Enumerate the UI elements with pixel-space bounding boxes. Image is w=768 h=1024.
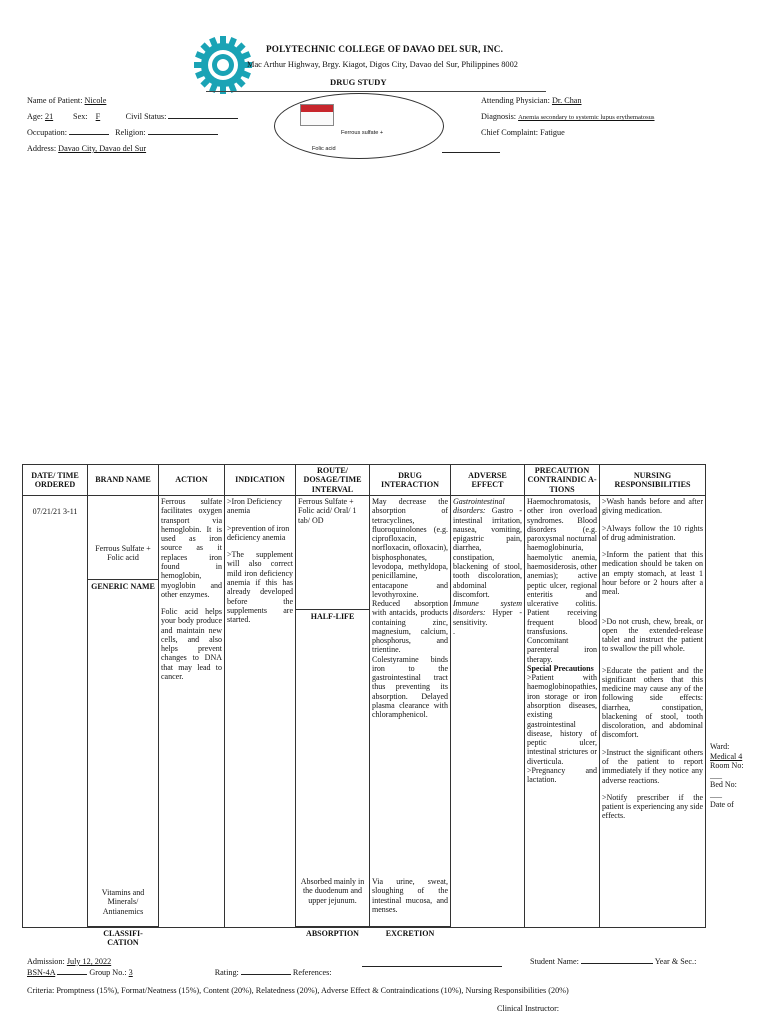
action-ferrous: Ferrous sulfate facilitates oxygen transport via hemoglobin. It is used as iron source as it replaces iron found in hemoglobin, myoglobin and other enzymes. <box>161 497 222 599</box>
student-row: Student Name: Year & Sec.: <box>530 957 697 966</box>
admission-row: Admission: July 12, 2022 <box>27 957 127 967</box>
absorption-value: Absorbed mainly in the duodenum and upper jejunum. <box>300 877 365 905</box>
nursing-item: >Educate the patient and the significant others that this medicine may cause any of the following side effects: diarrhea, constipation, blackening of stool, tooth discoloration, and abdominal discomfort. <box>602 665 703 740</box>
diagnosis-value: Anemia secondary to systemic lupus erythematosus <box>518 114 655 121</box>
precaution-special-1: >Patient with haemoglobinopathies, iron storage or iron absorption diseases, existing gastrointestinal disease, history of peptic ulcer, intestinal strictures or diverticula. <box>527 673 598 766</box>
table-body-row <box>23 496 706 928</box>
occupation-value <box>69 134 109 135</box>
nursing-item: >Notify prescriber if the patient is experiencing any side effects. <box>602 792 703 821</box>
precaution-special-2: >Pregnancy and lactation. <box>527 765 597 785</box>
indication-cell <box>225 496 296 928</box>
header-interaction: DRUG INTERACTION <box>370 465 451 496</box>
nursing-cell <box>600 496 706 928</box>
adverse-gi: Gastrointestinal disorders: Gastro -intestinal irritation, nausea, vomiting, epigastric pain, diarrhea, constipation, blackening of stool, tooth discoloration, abdominal discomfort. <box>453 497 522 599</box>
drug-package-image <box>300 104 334 126</box>
ward-info <box>710 742 750 809</box>
excretion-value: Via urine, sweat, sloughing of the intestinal mucosa, and menses. <box>372 877 448 914</box>
ward-row: Ward: Medical 4 <box>710 742 743 761</box>
excretion-label: EXCRETION <box>370 926 450 938</box>
college-name: POLYTECHNIC COLLEGE OF DAVAO DEL SUR, INC. <box>266 44 504 54</box>
action-folic: Folic acid helps your body produce and maintain new cells, and also helps prevent changes to DNA that may lead to cancer. <box>161 607 222 681</box>
precaution-contraindications: Haemochromatosis, other iron overload syndromes. Blood disorders (e.g. paroxysmal nocturnal haemoglobinuria, haemolytic anemia, haemosiderosis, other anemias); active peptic ulcer, regional enteritis and ulcerative colitis. Patient receiving frequent blood transfusions. Concomitant parenteral iron therapy. <box>527 497 597 664</box>
year-sec-value: BSN-4A <box>27 968 56 977</box>
date-of-row: Date of <box>710 799 734 809</box>
college-logo <box>194 36 252 94</box>
instructor-row: Clinical Instructor: <box>497 1004 560 1013</box>
nursing-item: >Instruct the significant others of the patient to report immediately if they notice any adverse reactions. <box>602 747 703 785</box>
bed-row: Bed No: ___ <box>710 780 737 799</box>
religion-value <box>148 134 218 135</box>
group-value: 3 <box>128 968 133 977</box>
nursing-item: >Always follow the 10 rights of drug administration. <box>602 523 703 542</box>
brand-value: Ferrous Sulfate + Folic acid <box>95 544 151 563</box>
precaution-cell <box>525 496 600 928</box>
admission-value: July 12, 2022 <box>66 957 112 966</box>
physician-value: Dr. Chan <box>551 96 582 105</box>
ward-value: Medical 4 <box>710 751 743 761</box>
drug-image-frame <box>274 93 444 159</box>
header-brand: BRAND NAME <box>88 465 159 496</box>
group-rating-row: BSN-4A Group No.: 3 Rating: References: <box>27 968 332 977</box>
classification-label: CLASSIFI-CATION <box>88 926 158 948</box>
student-signature-line <box>362 966 502 967</box>
header-nursing: NURSING RESPONSIBILITIES <box>600 465 706 496</box>
drug-image-caption-2: Folic acid <box>312 146 336 152</box>
civil-status-value <box>168 118 238 119</box>
action-cell <box>159 496 225 928</box>
complaint-row: Chief Complaint: Fatigue <box>481 128 565 137</box>
adverse-cell: Gastrointestinal disorders: Gastro -intestinal irritation, nausea, vomiting, epigastric pain, diarrhea, constipation, blackening of stool, tooth discoloration, abdominal discomfort. Immune system disorders: Hyper -sensitivity. . <box>451 496 525 928</box>
age-sex-civil-row: Age: 21 Sex: F Civil Status: <box>27 112 238 122</box>
adverse-immune: Immune system disorders: Hyper -sensitivity. <box>453 599 522 627</box>
complaint-value: Fatigue <box>540 128 565 137</box>
student-name-value <box>581 963 653 964</box>
diagnosis-row: Diagnosis: Anemia secondary to systemic lupus erythematosus <box>481 112 655 121</box>
generic-label: GENERIC NAME <box>88 579 158 591</box>
nursing-item: >Do not crush, chew, break, or open the extended-release tablet and instruct the patient to swallow the pill whole. <box>602 616 703 654</box>
route-cell <box>296 496 370 939</box>
indication-1: >Iron Deficiency anemia <box>227 497 282 516</box>
header-divider <box>206 91 546 92</box>
interaction-text: May decrease the absorption of tetracyclines, fluoroquinolones (e.g. ciprofloxacin, norfloxacin, ofloxacin), bisphosphonates, levodopa, methyldopa, penicillamine, entacapone and levothyroxine. Reduced absorption with antacids, products containing zinc, magnesium, calcium, phosphorus, and trientine. Colestyramine binds iron to the gastrointestinal tract thus preventing its absorption. Delayed plasma clearance with chloramphenicol. <box>372 497 448 720</box>
indication-2: >prevention of iron deficiency anemia <box>227 523 290 542</box>
criteria-row: Criteria: Promptness (15%), Format/Neatness (15%), Content (20%), Relatedness (20%), Adverse Effect & Contraindications (10%), Nursing Responsibilities (20%) <box>27 986 569 995</box>
table-header-row <box>23 465 706 496</box>
halflife-label: HALF-LIFE <box>296 609 369 621</box>
room-row: Room No: ___ <box>710 761 744 780</box>
classification-value: Vitamins and Minerals/ Antianemics <box>101 888 145 916</box>
header-route: ROUTE/ DOSAGE/TIME INTERVAL <box>296 465 370 496</box>
header-precaution: PRECAUTION CONTRAINDIC A-TIONS <box>525 465 600 496</box>
route-value: Ferrous Sulfate + Folic acid/ Oral/ 1 tab/ OD <box>298 497 357 525</box>
college-address: Mac Arthur Highway, Brgy. Kiagot, Digos City, Davao del Sur, Philippines 8002 <box>247 60 518 69</box>
date-cell <box>23 496 88 928</box>
occupation-religion-row: Occupation: Religion: <box>27 128 218 138</box>
sex-value: F <box>95 112 101 121</box>
header-date: DATE/ TIME ORDERED <box>23 465 88 496</box>
precaution-special-label: Special Precautions <box>527 663 594 673</box>
address-value: Davao City, Davao del Sur <box>58 144 147 153</box>
interaction-cell <box>370 496 451 939</box>
absorption-label: ABSORPTION <box>296 926 369 938</box>
brand-cell <box>88 496 159 948</box>
age-value: 21 <box>44 112 54 121</box>
header-action: ACTION <box>159 465 225 496</box>
physician-row: Attending Physician: Dr. Chan <box>481 96 592 106</box>
address-row: Address: Davao City, Davao del Sur <box>27 144 198 154</box>
patient-name-value: Nicole <box>84 96 107 105</box>
drug-study-table <box>22 464 706 948</box>
header-indication: INDICATION <box>225 465 296 496</box>
nursing-item: >Inform the patient that this medication should be taken on an empty stomach, at least 1 hour before or 2 hours after a meal. <box>602 550 703 597</box>
ellipse-underline <box>442 152 500 153</box>
page-title: DRUG STUDY <box>330 77 387 87</box>
rating-value <box>241 974 291 975</box>
indication-3: >The supplement will also correct mild iron deficiency anemia if this has already developed before the supplements are started. <box>227 550 293 625</box>
patient-name-row: Name of Patient: Nicole <box>27 96 235 106</box>
drug-image-caption-1: Ferrous sulfate + <box>341 130 384 136</box>
date-value: 07/21/21 3-11 <box>32 507 78 517</box>
nursing-item: >Wash hands before and after giving medication. <box>602 497 703 516</box>
header-adverse: ADVERSE EFFECT <box>451 465 525 496</box>
